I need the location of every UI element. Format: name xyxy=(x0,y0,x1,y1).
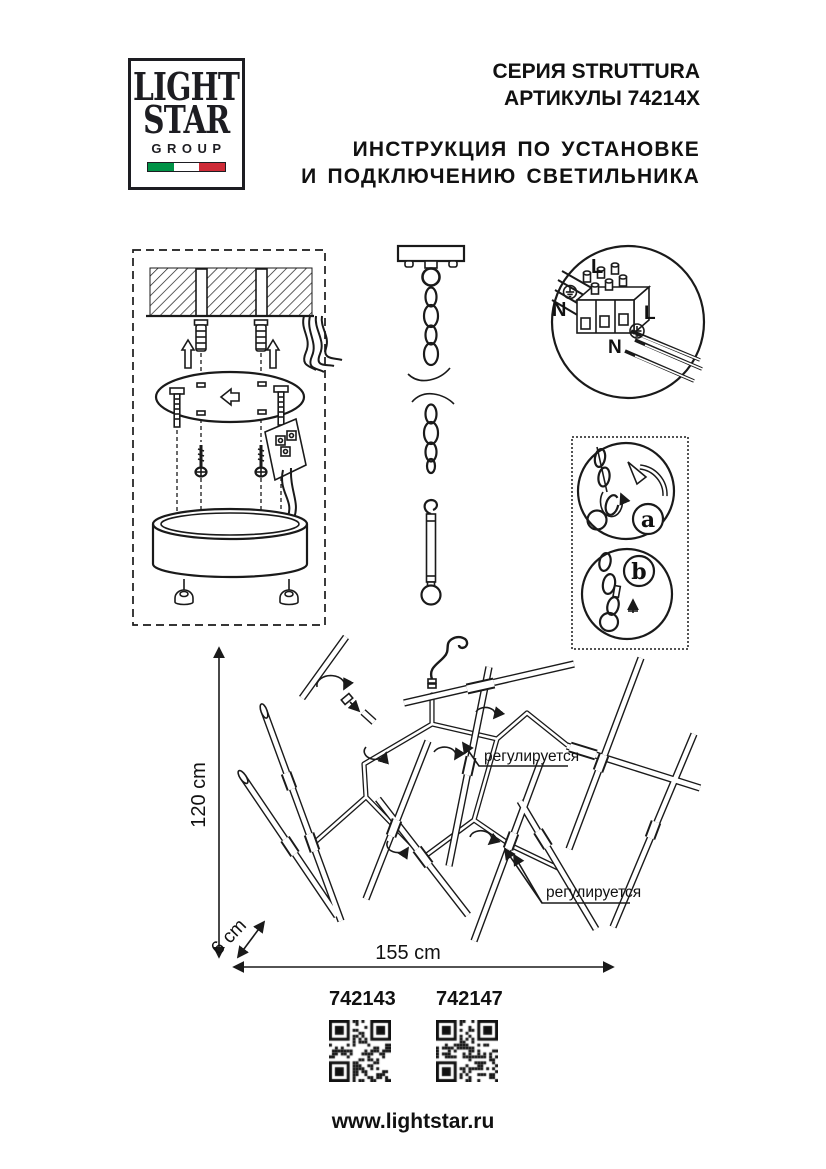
product-variant-1 xyxy=(329,988,396,1082)
instruction-line-1: ИНСТРУКЦИЯ ПО УСТАНОВКЕ xyxy=(352,138,700,161)
chain-steps-inset xyxy=(572,437,688,649)
drill-hole xyxy=(196,269,207,316)
step-b-circle xyxy=(582,549,672,639)
dimension-depth xyxy=(207,915,264,959)
series-title: СЕРИЯ STRUTTURA xyxy=(492,60,700,83)
step-b-label: b xyxy=(631,559,647,585)
adjustable-label-bottom: регулируется xyxy=(546,884,642,901)
logo-word-light: LIGHT xyxy=(133,64,240,109)
adjustable-callout-bottom xyxy=(505,849,641,903)
dimension-height xyxy=(188,648,219,957)
up-arrow-icon xyxy=(182,340,194,368)
step-a-circle xyxy=(578,443,674,539)
cap-nut xyxy=(280,579,298,605)
cap-nut xyxy=(175,579,193,605)
logo-word-star: STAR xyxy=(143,97,230,142)
assembly-arrows xyxy=(317,676,359,711)
canopy-drum xyxy=(153,509,307,577)
screw xyxy=(256,445,267,477)
adjustable-callout-top xyxy=(463,743,579,766)
wall-anchor xyxy=(195,320,208,351)
ceiling-bar-side-view xyxy=(398,246,464,286)
article-code: 742143 xyxy=(329,988,396,1010)
mains-wires xyxy=(303,316,342,372)
drill-hole xyxy=(256,269,267,316)
ceiling-mounting-diagram xyxy=(133,250,342,625)
width-label: 155 cm xyxy=(375,942,441,964)
fixture-l-label: L xyxy=(644,303,656,324)
instruction-line-2: И ПОДКЛЮЧЕНИЮ СВЕТИЛЬНИКА xyxy=(301,165,700,188)
article-code: 742147 xyxy=(436,988,503,1010)
product-variant-2 xyxy=(436,988,503,1082)
up-arrow-icon xyxy=(267,340,279,368)
articles-title: АРТИКУЛЫ 74214X xyxy=(504,87,700,110)
terminal-block-assembly xyxy=(265,419,306,518)
power-cord xyxy=(428,637,467,688)
fixture-n-label: N xyxy=(608,337,622,358)
logo-word-group: GROUP xyxy=(151,141,227,156)
wall-anchor xyxy=(255,320,268,351)
height-label: 120 cm xyxy=(188,762,210,828)
screw xyxy=(196,445,207,477)
wiring-inset xyxy=(552,246,704,398)
break-symbol xyxy=(412,394,454,404)
frame-arms xyxy=(314,695,567,868)
mains-l-label: L xyxy=(591,256,604,278)
mains-n-label: N xyxy=(552,299,567,321)
qr-code xyxy=(436,1020,498,1082)
suspension-rod xyxy=(422,500,441,605)
suspension-chain xyxy=(408,288,454,474)
break-symbol xyxy=(408,368,450,381)
dimension-width xyxy=(234,942,613,967)
step-a-label: a xyxy=(640,507,656,533)
depth-label: 6 cm xyxy=(207,915,251,960)
adjustable-label-top: регулируется xyxy=(484,748,580,765)
qr-code xyxy=(329,1020,391,1082)
website-url: www.lightstar.ru xyxy=(331,1110,495,1133)
